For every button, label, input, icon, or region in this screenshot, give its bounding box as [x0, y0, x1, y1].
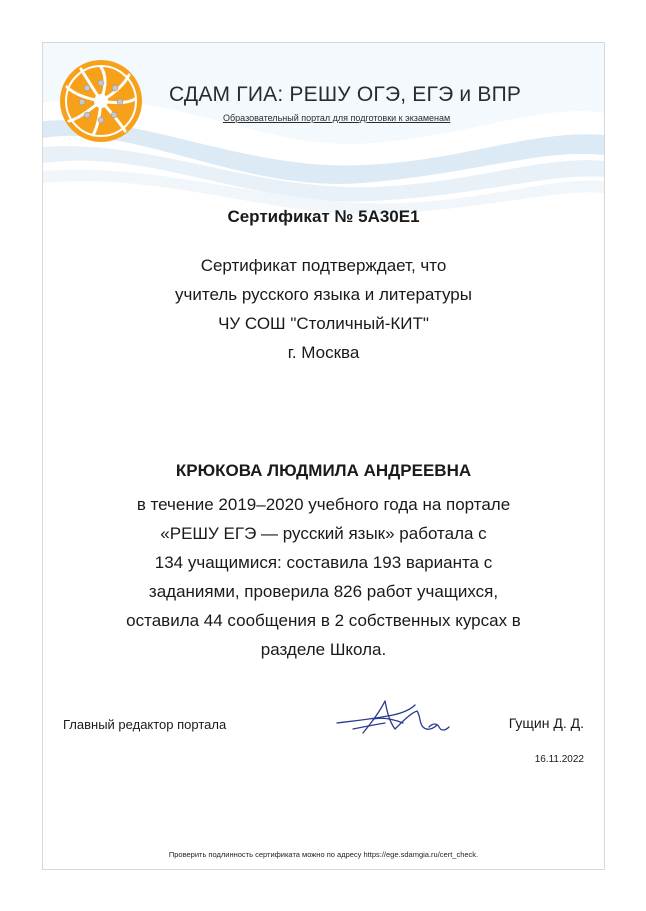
- activity-line: оставила 44 сообщения в 2 собственных курсах в: [126, 611, 521, 630]
- signer-role: Главный редактор портала: [63, 717, 227, 732]
- teacher-name: КРЮКОВА ЛЮДМИЛА АНДРЕЕВНА: [175, 461, 472, 480]
- portal-title: СДАМ ГИА: РЕШУ ОГЭ, ЕГЭ и ВПР: [169, 83, 522, 106]
- activity-line: 134 учащимися: составила 193 варианта с: [154, 553, 493, 572]
- signer-name: Гущин Д. Д.: [508, 715, 584, 731]
- activity-line: заданиями, проверила 826 работ учащихся,: [148, 582, 499, 601]
- activity-line: в течение 2019–2020 учебного года на портале: [136, 495, 511, 514]
- certificate-number: Сертификат № 5A30E1: [227, 207, 420, 226]
- activity-block: [73, 490, 574, 664]
- activity-line: разделе Школа.: [260, 640, 387, 659]
- certificate-date: 16.11.2022: [534, 754, 584, 765]
- teacher-subject: учитель русского языка и литературы: [175, 285, 472, 304]
- certificate-page: [42, 42, 605, 870]
- confirmation-block: [43, 251, 604, 367]
- verification-note: Проверить подлинность сертификата можно по адресу https://ege.sdamgia.ru/cert_check.: [168, 850, 479, 859]
- confirmation-line: Сертификат подтверждает, что: [200, 256, 447, 275]
- school-name: ЧУ СОШ "Столичный-КИТ": [218, 314, 429, 333]
- activity-line: «РЕШУ ЕГЭ — русский язык» работала с: [160, 524, 487, 543]
- handwritten-signature: [333, 693, 453, 743]
- city-name: г. Москва: [287, 343, 360, 362]
- sun-logo-icon: [59, 59, 143, 143]
- portal-subtitle: Образовательный портал для подготовки к экзаменам: [223, 113, 451, 123]
